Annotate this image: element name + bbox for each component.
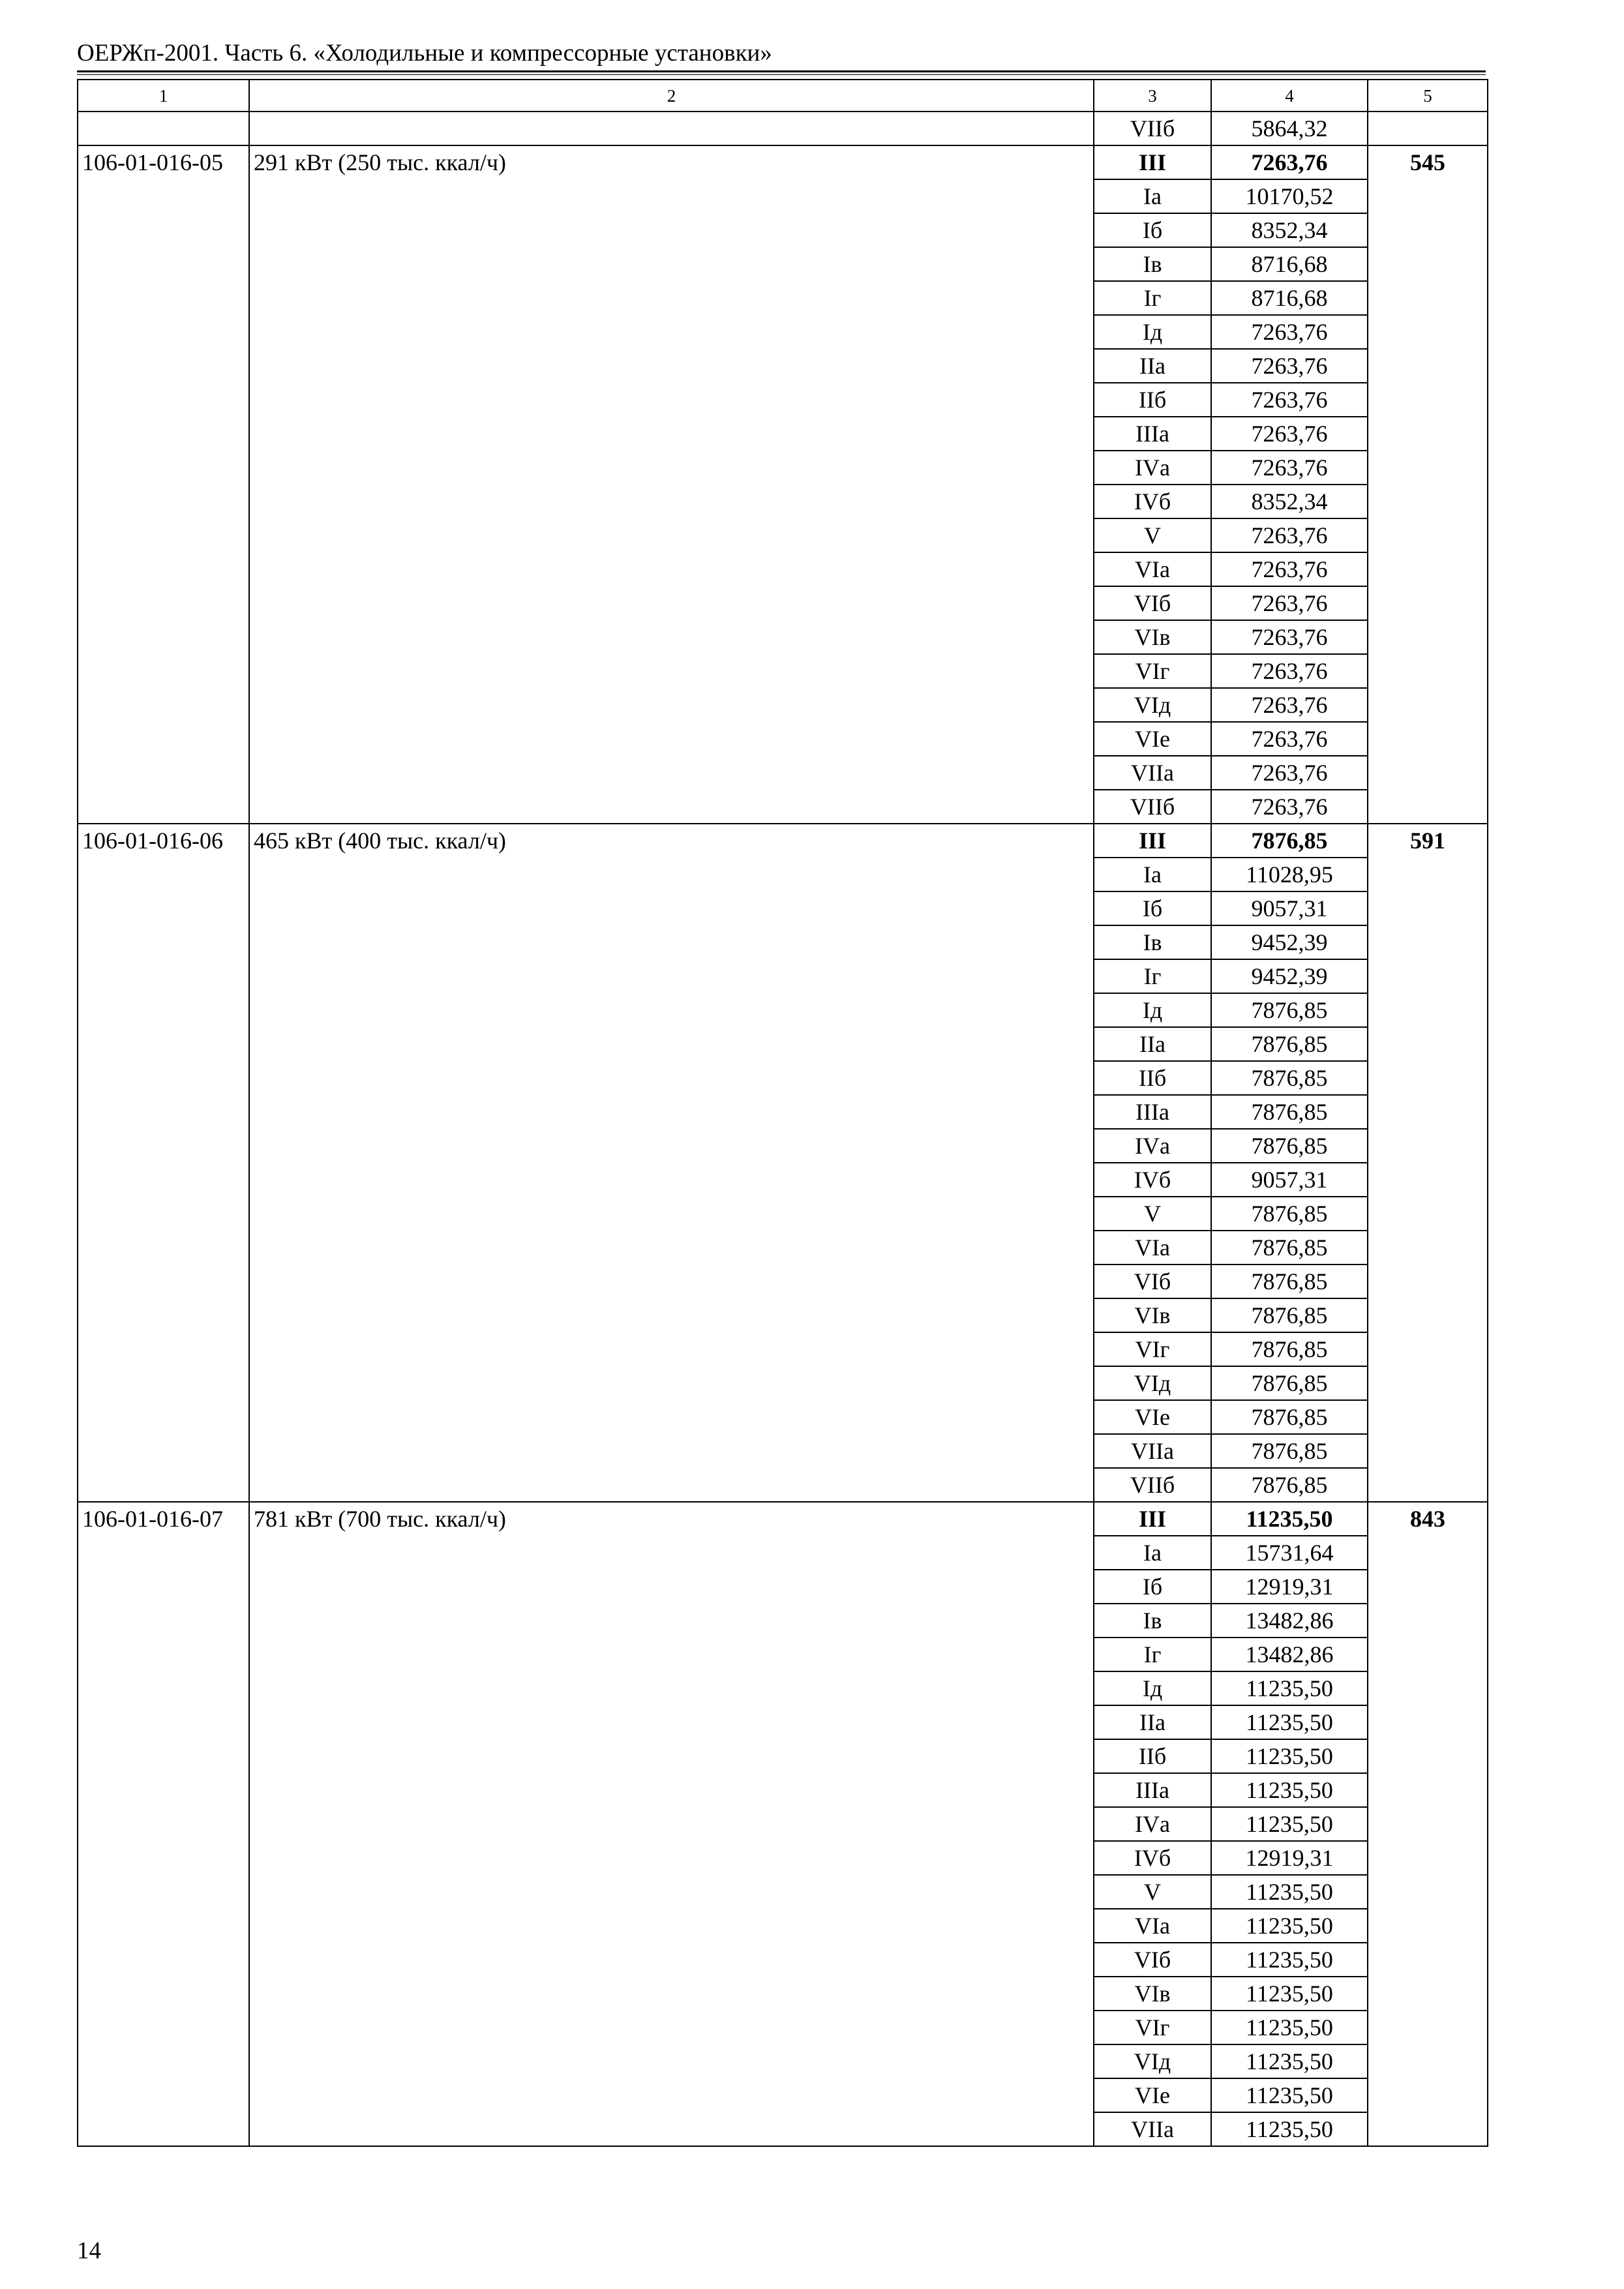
territorial-zone: VIв [1094,620,1211,654]
territorial-zone: Iб [1094,891,1211,925]
price-value: 11235,50 [1211,1909,1368,1943]
column-number-1: 1 [78,80,249,112]
price-value: 12919,31 [1211,1841,1368,1875]
price-value: 7876,85 [1211,1264,1368,1298]
rate-code: 106-01-016-07 [78,1502,249,2146]
labor-cost: 545 [1368,145,1488,824]
rates-table-body [78,80,1488,2146]
labor-cost: 843 [1368,1502,1488,2146]
territorial-zone: IIIа [1094,1773,1211,1807]
table-row [78,824,1488,858]
territorial-zone: Iв [1094,1604,1211,1638]
price-value: 7876,85 [1211,1061,1368,1095]
continuation-row [78,112,1488,145]
territorial-zone: VIа [1094,552,1211,586]
territorial-zone: Iа [1094,1536,1211,1570]
price-value: 7263,76 [1211,756,1368,790]
price-value: 9057,31 [1211,1163,1368,1197]
price-value: 9452,39 [1211,959,1368,993]
price-value: 11028,95 [1211,858,1368,891]
price-value: 11235,50 [1211,1671,1368,1705]
price-value: 9057,31 [1211,891,1368,925]
territorial-zone: VIд [1094,688,1211,722]
rates-table [77,79,1488,2147]
continuation-labor-cell [1368,112,1488,145]
column-number-2: 2 [249,80,1094,112]
territorial-zone: IIIа [1094,417,1211,451]
price-value: 7876,85 [1211,1095,1368,1129]
table-row [78,145,1488,179]
price-value: 8352,34 [1211,485,1368,518]
territorial-zone: VIг [1094,1332,1211,1366]
territorial-zone: IIIа [1094,1095,1211,1129]
price-value: 13482,86 [1211,1604,1368,1638]
territorial-zone: VIIб [1094,790,1211,824]
price-value: 8716,68 [1211,247,1368,281]
rate-code: 106-01-016-06 [78,824,249,1502]
territorial-zone: VIг [1094,2011,1211,2044]
territorial-zone: VIв [1094,1977,1211,2011]
territorial-zone: Iа [1094,858,1211,891]
price-value: 8716,68 [1211,281,1368,315]
price-value: 7263,76 [1211,790,1368,824]
price-value: 7876,85 [1211,1434,1368,1468]
page-header-title: ОЕРЖп-2001. Часть 6. «Холодильные и компрессорные установки» [77,40,772,67]
territorial-zone: IIа [1094,1027,1211,1061]
territorial-zone: IVб [1094,485,1211,518]
price-value: 12919,31 [1211,1570,1368,1604]
continuation-code-cell [78,112,249,145]
price-value: 11235,50 [1211,1705,1368,1739]
rate-description: 465 кВт (400 тыс. ккал/ч) [249,824,1094,1502]
price-value: 7876,85 [1211,1197,1368,1231]
column-number-4: 4 [1211,80,1368,112]
price-value: 7263,76 [1211,451,1368,485]
price-value: 11235,50 [1211,1502,1368,1536]
price-value: 11235,50 [1211,2044,1368,2078]
territorial-zone: VIд [1094,1366,1211,1400]
territorial-zone: VIIб [1094,1468,1211,1502]
price-value: 11235,50 [1211,2078,1368,2112]
territorial-zone: IVб [1094,1163,1211,1197]
territorial-zone: VIб [1094,1264,1211,1298]
price-value: 7876,85 [1211,1129,1368,1163]
price-value: 7263,76 [1211,145,1368,179]
territorial-zone: IIа [1094,1705,1211,1739]
price-value: 7263,76 [1211,688,1368,722]
price-value: 13482,86 [1211,1638,1368,1671]
territorial-zone: III [1094,1502,1211,1536]
territorial-zone: VIIа [1094,2112,1211,2146]
territorial-zone: V [1094,1197,1211,1231]
territorial-zone: VIIа [1094,1434,1211,1468]
price-value: 7263,76 [1211,349,1368,383]
territorial-zone: VIе [1094,1400,1211,1434]
price-value: 7263,76 [1211,518,1368,552]
rate-description: 291 кВт (250 тыс. ккал/ч) [249,145,1094,824]
territorial-zone: Iв [1094,247,1211,281]
territorial-zone: VIе [1094,2078,1211,2112]
territorial-zone: Iб [1094,1570,1211,1604]
column-number-row [78,80,1488,112]
price-value: 7876,85 [1211,1468,1368,1502]
labor-cost: 591 [1368,824,1488,1502]
rate-description: 781 кВт (700 тыс. ккал/ч) [249,1502,1094,2146]
price-value: 7876,85 [1211,824,1368,858]
territorial-zone: VIб [1094,586,1211,620]
territorial-zone: Iг [1094,959,1211,993]
territorial-zone: IVа [1094,451,1211,485]
price-value: 7263,76 [1211,552,1368,586]
territorial-zone: VIIа [1094,756,1211,790]
price-value: 7876,85 [1211,993,1368,1027]
price-value: 7876,85 [1211,1332,1368,1366]
territorial-zone: IVб [1094,1841,1211,1875]
price-value: 7263,76 [1211,722,1368,756]
territorial-zone: VIа [1094,1231,1211,1264]
table-row [78,1502,1488,1536]
territorial-zone: Iд [1094,993,1211,1027]
price-value: 11235,50 [1211,1943,1368,1977]
price-value: 7263,76 [1211,620,1368,654]
price-value: 5864,32 [1211,112,1368,145]
price-value: 11235,50 [1211,1773,1368,1807]
territorial-zone: III [1094,824,1211,858]
territorial-zone: V [1094,1875,1211,1909]
column-number-3: 3 [1094,80,1211,112]
page-number: 14 [77,2237,101,2264]
price-value: 7263,76 [1211,417,1368,451]
territorial-zone: IVа [1094,1129,1211,1163]
territorial-zone: Iг [1094,1638,1211,1671]
price-value: 9452,39 [1211,925,1368,959]
price-value: 8352,34 [1211,213,1368,247]
territorial-zone: Iд [1094,1671,1211,1705]
price-value: 7263,76 [1211,654,1368,688]
price-value: 15731,64 [1211,1536,1368,1570]
territorial-zone: IIб [1094,1061,1211,1095]
price-value: 11235,50 [1211,1807,1368,1841]
price-value: 7876,85 [1211,1366,1368,1400]
rate-code: 106-01-016-05 [78,145,249,824]
price-value: 7876,85 [1211,1027,1368,1061]
price-value: 7263,76 [1211,315,1368,349]
header-rule [77,70,1486,72]
price-value: 11235,50 [1211,2112,1368,2146]
territorial-zone: IVа [1094,1807,1211,1841]
price-value: 11235,50 [1211,1977,1368,2011]
territorial-zone: IIб [1094,1739,1211,1773]
territorial-zone: Iа [1094,179,1211,213]
price-value: 7263,76 [1211,586,1368,620]
territorial-zone: Iд [1094,315,1211,349]
territorial-zone: VIб [1094,1943,1211,1977]
header-rule-thin [77,74,1486,75]
price-value: 11235,50 [1211,2011,1368,2044]
column-number-5: 5 [1368,80,1488,112]
territorial-zone: VIд [1094,2044,1211,2078]
price-value: 7876,85 [1211,1400,1368,1434]
territorial-zone: VIIб [1094,112,1211,145]
price-value: 11235,50 [1211,1739,1368,1773]
territorial-zone: V [1094,518,1211,552]
price-value: 7876,85 [1211,1231,1368,1264]
territorial-zone: IIа [1094,349,1211,383]
continuation-name-cell [249,112,1094,145]
territorial-zone: VIе [1094,722,1211,756]
price-value: 11235,50 [1211,1875,1368,1909]
territorial-zone: VIа [1094,1909,1211,1943]
price-value: 7263,76 [1211,383,1368,417]
price-value: 10170,52 [1211,179,1368,213]
territorial-zone: III [1094,145,1211,179]
price-value: 7876,85 [1211,1298,1368,1332]
territorial-zone: Iг [1094,281,1211,315]
territorial-zone: Iв [1094,925,1211,959]
territorial-zone: Iб [1094,213,1211,247]
territorial-zone: VIг [1094,654,1211,688]
territorial-zone: IIб [1094,383,1211,417]
territorial-zone: VIв [1094,1298,1211,1332]
